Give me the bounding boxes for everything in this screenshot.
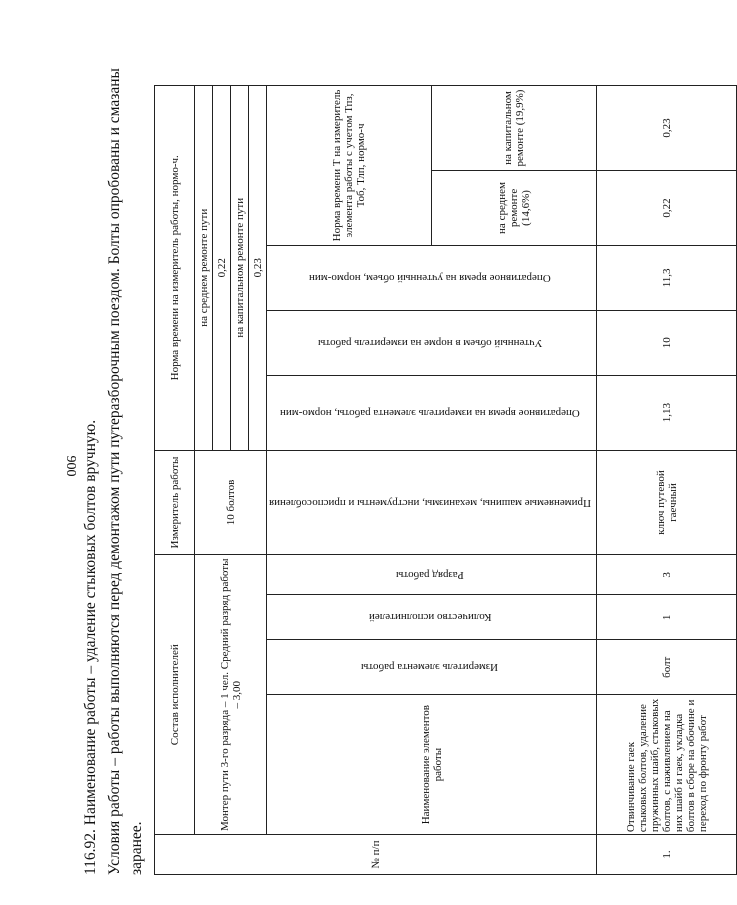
row-tools: ключ путевой гаечный bbox=[597, 450, 737, 555]
work-title: 116.92. Наименование работы – удаление стыковых болтов вручную. bbox=[82, 419, 99, 875]
team-cell: Монтер пути 3-го разряда – 1 чел. Средний разряд работы – 3,00 bbox=[195, 555, 267, 835]
table-row bbox=[597, 86, 737, 875]
sub-elem-meter-header: Измеритель элемента работы bbox=[267, 640, 597, 695]
col-meter-header: Измеритель работы bbox=[155, 450, 195, 555]
work-conditions: Условия работы – работы выполняются перед демонтажом пути путеразборочным поездом. Болты опробованы и смазаны заранее. bbox=[106, 68, 145, 875]
cap-repair-label: на капитальном ремонте пути bbox=[231, 86, 249, 451]
row-op-total: 11,3 bbox=[597, 245, 737, 310]
row-count: 1 bbox=[597, 595, 737, 640]
meter-cell: 10 болтов bbox=[195, 450, 267, 555]
row-num: 1. bbox=[597, 835, 737, 875]
norm-table bbox=[154, 85, 737, 875]
row-op-time: 1,13 bbox=[597, 375, 737, 450]
sub-count-header: Количество исполнителей bbox=[267, 595, 597, 640]
row-name: Отвинчивание гаек стыковых болтов, удаление пружинных шайб, стыковых болтов, с наживлением на них шайб и гаек, укладка болтов в сборе на обочине и переход по фронту работ bbox=[597, 695, 737, 835]
col-norm-header: Норма времени на измеритель работы, нормо-ч. bbox=[155, 86, 195, 451]
avg-repair-value: 0,22 bbox=[213, 86, 231, 451]
row-grade: 3 bbox=[597, 555, 737, 595]
sub-grade-header: Разряд работы bbox=[267, 555, 597, 595]
sub-name-header: Наименование элементов работы bbox=[267, 695, 597, 835]
sub-tools-header: Применяемые машины, механизмы, инструменты и приспособления bbox=[267, 450, 597, 555]
row-amount: 10 bbox=[597, 310, 737, 375]
avg-repair-label: на среднем ремонте пути bbox=[195, 86, 213, 451]
rotated-page-content bbox=[80, 25, 709, 875]
row-norm-avg: 0,22 bbox=[597, 171, 737, 246]
col-team-header: Состав исполнителей bbox=[155, 555, 195, 835]
col-num-header: № п/п bbox=[155, 835, 597, 875]
sub-amount-header: Учтенный объем в норме на измеритель работы bbox=[267, 310, 597, 375]
cap-repair-value: 0,23 bbox=[249, 86, 267, 451]
row-norm-cap: 0,23 bbox=[597, 86, 737, 171]
sub-op-total-header: Оперативное время на учтенный объем, нормо-мин bbox=[267, 245, 597, 310]
sub-op-time-header: Оперативное время на измеритель элемента работы, нормо-мин bbox=[267, 375, 597, 450]
page-number: 900 bbox=[63, 455, 78, 477]
sub-norm-cap-header: на капитальном ремонте (19,9%) bbox=[432, 86, 597, 171]
sub-norm-avg-header: на среднем ремонте (14,6%) bbox=[432, 171, 597, 246]
row-elem-meter: болт bbox=[597, 640, 737, 695]
sub-norm-elem-header: Норма времени Т на измеритель элемента работы с учетом Тпз, Тоб, Тлп, нормо-ч bbox=[267, 86, 432, 246]
